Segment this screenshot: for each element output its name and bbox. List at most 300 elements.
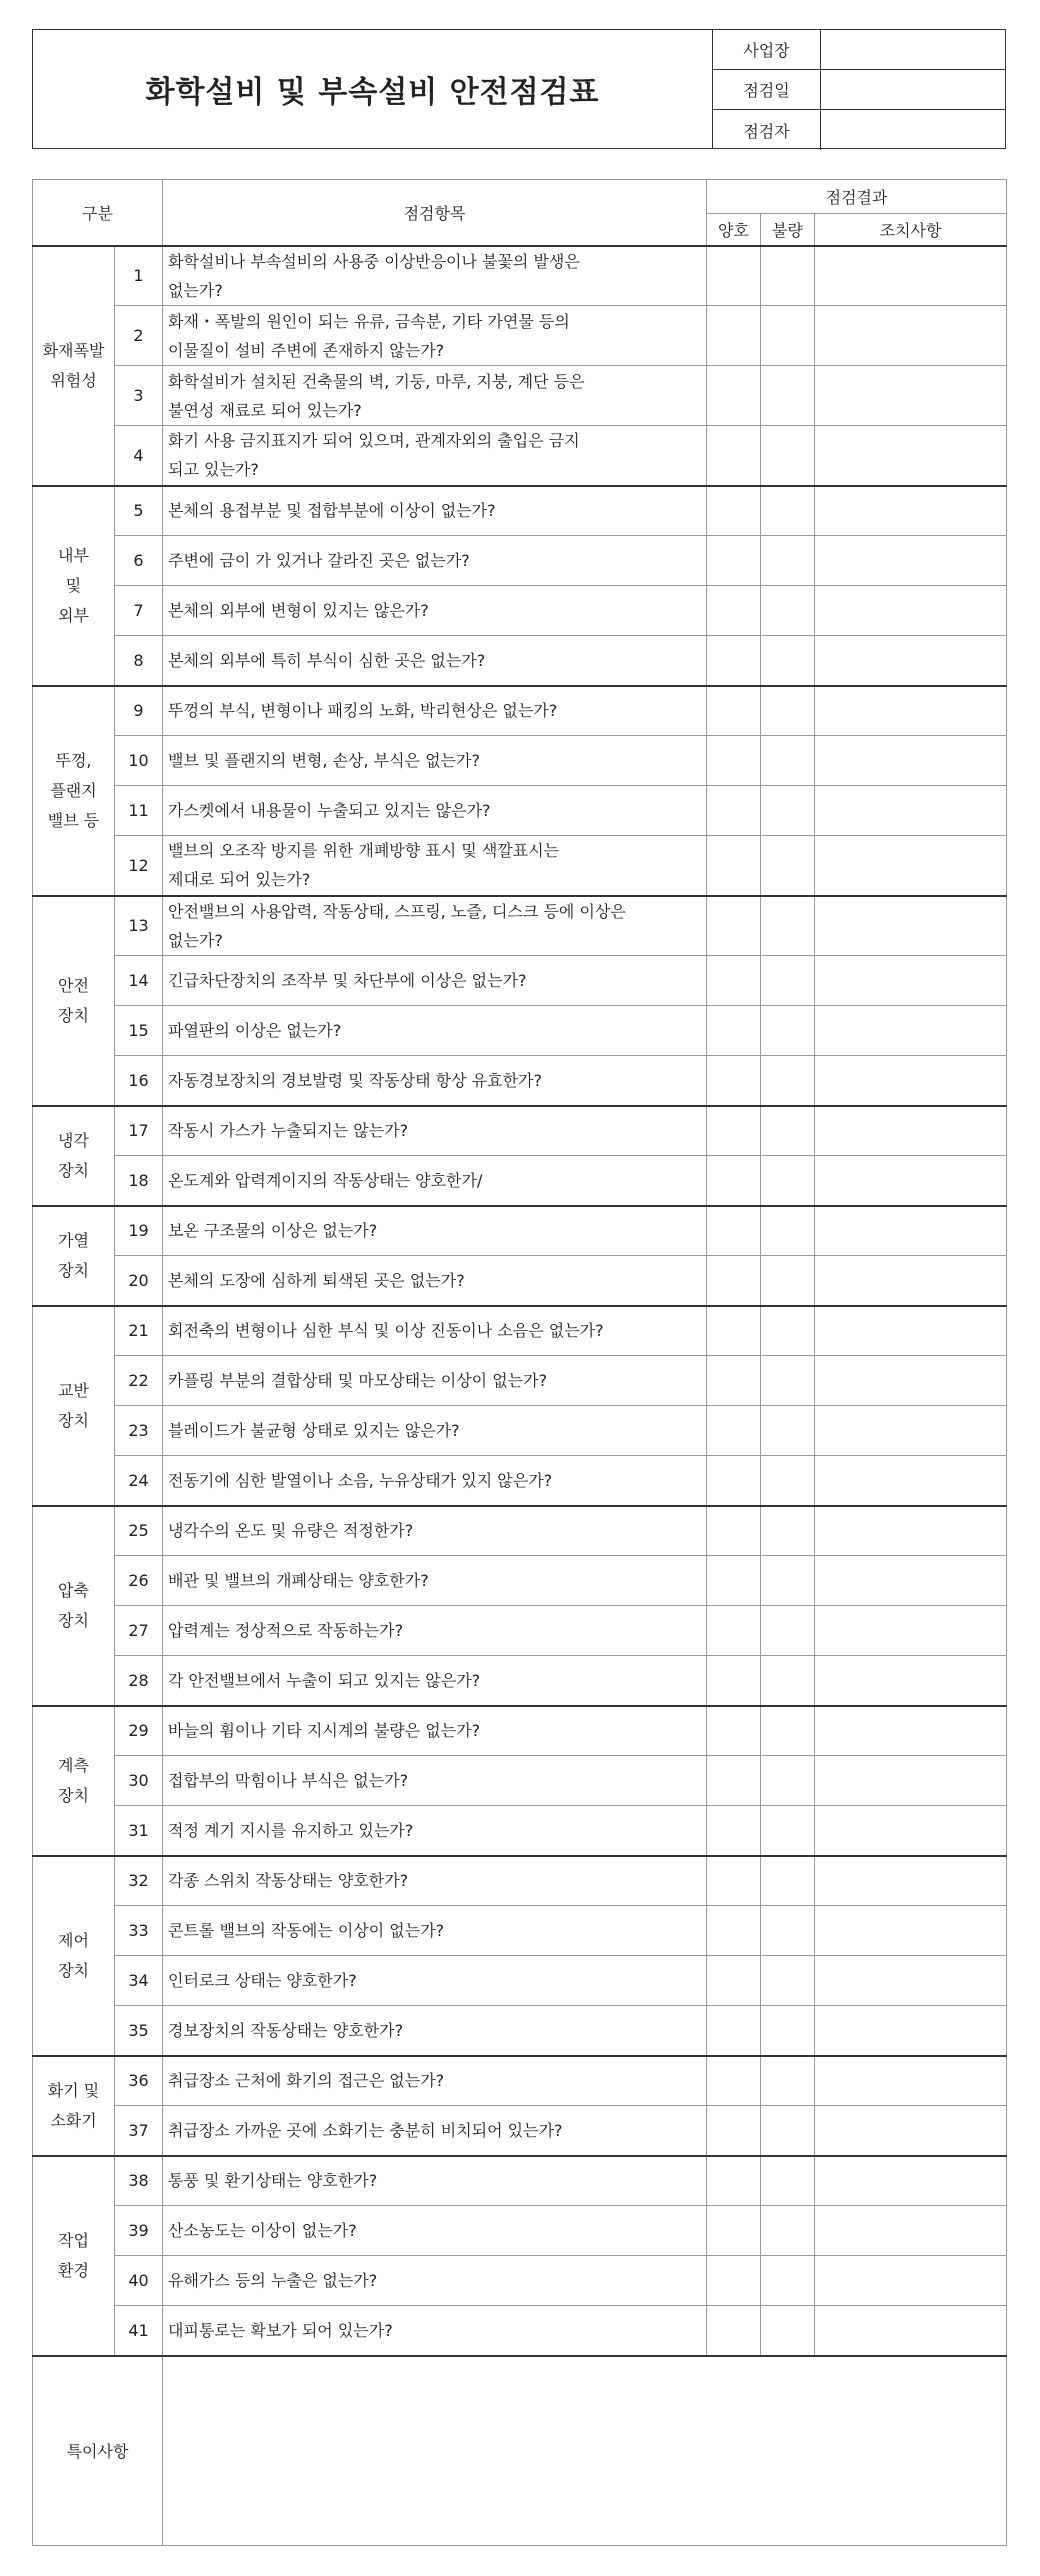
check-item: [163, 1156, 707, 1206]
check-item: [163, 486, 707, 536]
check-item: [163, 306, 707, 366]
action-cell[interactable]: [815, 2106, 1007, 2156]
action-cell[interactable]: [815, 1356, 1007, 1406]
check-item-line: 인터로크 상태는 양호한가?: [168, 1971, 357, 1990]
check-item: [163, 1306, 707, 1356]
action-cell[interactable]: [815, 1756, 1007, 1806]
item-number: 23: [115, 1406, 163, 1456]
check-item-line: 바늘의 휨이나 기타 지시계의 불량은 없는가?: [168, 1721, 481, 1741]
result-bad-cell[interactable]: [761, 486, 815, 536]
item-number: 12: [115, 836, 163, 896]
item-number: 18: [115, 1156, 163, 1206]
result-bad-cell[interactable]: [761, 536, 815, 586]
result-bad-cell[interactable]: [761, 1556, 815, 1606]
check-item-line: 화기 사용 금지표지가 되어 있으며, 관계자외의 출입은 금지: [168, 431, 580, 451]
check-item-line: 배관 및 밸브의 개폐상태는 양호한가?: [168, 1571, 429, 1590]
action-cell[interactable]: [815, 536, 1007, 586]
item-number: 31: [115, 1806, 163, 1856]
result-bad-cell[interactable]: [761, 1206, 815, 1256]
action-cell[interactable]: [815, 306, 1007, 366]
check-item: [163, 1356, 707, 1406]
result-bad-cell[interactable]: [761, 306, 815, 366]
form-header: [32, 29, 1006, 149]
result-bad-cell[interactable]: [761, 2056, 815, 2106]
meta-row-inspector: [713, 110, 1005, 150]
result-good-cell[interactable]: [707, 1056, 761, 1106]
result-good-cell[interactable]: [707, 1156, 761, 1206]
result-good-cell[interactable]: [707, 2306, 761, 2356]
result-good-cell[interactable]: [707, 1256, 761, 1306]
check-item: [163, 636, 707, 686]
action-cell[interactable]: [815, 1856, 1007, 1906]
action-cell[interactable]: [815, 1656, 1007, 1706]
notes-row: [33, 2356, 1007, 2546]
item-number: 11: [115, 786, 163, 836]
check-item: [163, 1056, 707, 1106]
check-item: [163, 1956, 707, 2006]
notes-label: 특이사항: [33, 2356, 163, 2546]
result-bad-cell[interactable]: [761, 2156, 815, 2206]
item-number: 9: [115, 686, 163, 736]
check-item: [163, 426, 707, 486]
check-item-line: 파열판의 이상은 없는가?: [168, 1021, 342, 1040]
check-item-line: 제대로 되어 있는가?: [168, 870, 311, 890]
result-bad-cell[interactable]: [761, 1406, 815, 1456]
check-item-line: 적정 계기 지시를 유지하고 있는가?: [168, 1820, 414, 1840]
action-cell[interactable]: [815, 1606, 1007, 1656]
action-cell[interactable]: [815, 246, 1007, 306]
table-row: [33, 246, 1007, 306]
table-row: [33, 1556, 1007, 1606]
result-good-cell[interactable]: [707, 636, 761, 686]
result-bad-cell[interactable]: [761, 1506, 815, 1556]
check-item-line: 본체의 외부에 특히 부식이 심한 곳은 없는가?: [168, 650, 486, 670]
check-item: [163, 246, 707, 306]
result-good-cell[interactable]: [707, 426, 761, 486]
check-item: [163, 836, 707, 896]
item-number: 25: [115, 1506, 163, 1556]
meta-label-inspector: 점검자: [713, 110, 821, 150]
item-number: 41: [115, 2306, 163, 2356]
result-bad-cell[interactable]: [761, 836, 815, 896]
result-bad-cell[interactable]: [761, 786, 815, 836]
check-item: [163, 2156, 707, 2206]
item-number: 38: [115, 2156, 163, 2206]
action-cell[interactable]: [815, 586, 1007, 636]
check-item: [163, 1106, 707, 1156]
result-good-cell[interactable]: [707, 836, 761, 896]
check-item: [163, 1406, 707, 1456]
result-good-cell[interactable]: [707, 956, 761, 1006]
check-item-line: 전동기에 심한 발열이나 소음, 누유상태가 있지 않은가?: [168, 1470, 553, 1490]
item-number: 33: [115, 1906, 163, 1956]
form-meta: [713, 30, 1005, 148]
action-cell[interactable]: [815, 486, 1007, 536]
meta-value-inspector[interactable]: [821, 110, 1005, 150]
check-item-line: 화재・폭발의 원인이 되는 유류, 금속분, 기타 가연물 등의: [168, 311, 570, 331]
check-item: [163, 1256, 707, 1306]
check-item-line: 회전축의 변형이나 심한 부식 및 이상 진동이나 소음은 없는가?: [168, 1321, 604, 1341]
table-row: [33, 536, 1007, 586]
action-cell[interactable]: [815, 956, 1007, 1006]
result-good-cell[interactable]: [707, 736, 761, 786]
item-number: 29: [115, 1706, 163, 1756]
notes-field[interactable]: [163, 2356, 1007, 2546]
table-row: [33, 1606, 1007, 1656]
check-item: [163, 586, 707, 636]
table-row: [33, 2256, 1007, 2306]
item-number: 8: [115, 636, 163, 686]
check-item-line: 콘트롤 밸브의 작동에는 이상이 없는가?: [168, 1921, 445, 1940]
check-item-line: 뚜껑의 부식, 변형이나 패킹의 노화, 박리현상은 없는가?: [168, 701, 558, 721]
table-row: [33, 2206, 1007, 2256]
action-cell[interactable]: [815, 896, 1007, 956]
check-item-line: 작동시 가스가 누출되지는 않는가?: [168, 1121, 409, 1141]
check-item: [163, 956, 707, 1006]
result-bad-cell[interactable]: [761, 686, 815, 736]
action-cell[interactable]: [815, 1156, 1007, 1206]
action-cell[interactable]: [815, 1006, 1007, 1056]
header-action: 조치사항: [815, 214, 1007, 246]
result-good-cell[interactable]: [707, 2106, 761, 2156]
action-cell[interactable]: [815, 2156, 1007, 2206]
result-bad-cell[interactable]: [761, 956, 815, 1006]
table-row: [33, 1106, 1007, 1156]
result-bad-cell[interactable]: [761, 2106, 815, 2156]
result-bad-cell[interactable]: [761, 2006, 815, 2056]
result-good-cell[interactable]: [707, 896, 761, 956]
result-good-cell[interactable]: [707, 686, 761, 736]
table-row: [33, 896, 1007, 956]
check-item-line: 카플링 부분의 결합상태 및 마모상태는 이상이 없는가?: [168, 1371, 548, 1390]
table-row: [33, 636, 1007, 686]
table-row: [33, 1406, 1007, 1456]
table-row: [33, 306, 1007, 366]
item-number: 34: [115, 1956, 163, 2006]
result-bad-cell[interactable]: [761, 1056, 815, 1106]
table-row: [33, 836, 1007, 896]
action-cell[interactable]: [815, 2206, 1007, 2256]
check-item-line: 화학설비나 부속설비의 사용중 이상반응이나 불꽃의 발생은: [168, 251, 580, 271]
result-bad-cell[interactable]: [761, 1306, 815, 1356]
category-cell: 내부 및 외부: [33, 486, 115, 686]
result-bad-cell[interactable]: [761, 896, 815, 956]
item-number: 27: [115, 1606, 163, 1656]
item-number: 16: [115, 1056, 163, 1106]
action-cell[interactable]: [815, 1306, 1007, 1356]
result-good-cell[interactable]: [707, 1456, 761, 1506]
action-cell[interactable]: [815, 426, 1007, 486]
check-item-line: 화학설비가 설치된 건축물의 벽, 기둥, 마루, 지붕, 계단 등은: [168, 371, 585, 391]
check-item: [163, 1656, 707, 1706]
result-bad-cell[interactable]: [761, 1606, 815, 1656]
category-cell: 안전 장치: [33, 896, 115, 1106]
result-bad-cell[interactable]: [761, 426, 815, 486]
check-item: [163, 1506, 707, 1556]
result-bad-cell[interactable]: [761, 1906, 815, 1956]
action-cell[interactable]: [815, 1056, 1007, 1106]
action-cell[interactable]: [815, 1206, 1007, 1256]
table-row: [33, 2106, 1007, 2156]
check-item-line: 이물질이 설비 주변에 존재하지 않는가?: [168, 340, 445, 360]
check-item-line: 대피통로는 확보가 되어 있는가?: [168, 2320, 393, 2340]
action-cell[interactable]: [815, 786, 1007, 836]
table-row: [33, 1256, 1007, 1306]
form-title: 화학설비 및 부속설비 안전점검표: [33, 30, 713, 148]
check-item-line: 주변에 금이 가 있거나 갈라진 곳은 없는가?: [168, 551, 470, 570]
result-good-cell[interactable]: [707, 1856, 761, 1906]
table-row: [33, 736, 1007, 786]
action-cell[interactable]: [815, 1456, 1007, 1506]
check-item-line: 취급장소 가까운 곳에 소화기는 충분히 비치되어 있는가?: [168, 2120, 563, 2140]
action-cell[interactable]: [815, 1806, 1007, 1856]
action-cell[interactable]: [815, 2006, 1007, 2056]
check-item: [163, 1556, 707, 1606]
result-bad-cell[interactable]: [761, 2306, 815, 2356]
result-bad-cell[interactable]: [761, 736, 815, 786]
check-item-line: 긴급차단장치의 조작부 및 차단부에 이상은 없는가?: [168, 971, 527, 990]
check-item-line: 본체의 용접부분 및 접합부분에 이상이 없는가?: [168, 501, 496, 521]
result-good-cell[interactable]: [707, 366, 761, 426]
result-good-cell[interactable]: [707, 1756, 761, 1806]
result-good-cell[interactable]: [707, 1206, 761, 1256]
check-item: [163, 2256, 707, 2306]
category-cell: 계측 장치: [33, 1706, 115, 1856]
result-bad-cell[interactable]: [761, 1006, 815, 1056]
item-number: 13: [115, 896, 163, 956]
result-good-cell[interactable]: [707, 246, 761, 306]
table-row: [33, 2006, 1007, 2056]
item-number: 5: [115, 486, 163, 536]
result-bad-cell[interactable]: [761, 246, 815, 306]
table-row: [33, 956, 1007, 1006]
table-row: [33, 2056, 1007, 2106]
check-item-line: 본체의 외부에 변형이 있지는 않은가?: [168, 601, 429, 620]
result-good-cell[interactable]: [707, 1506, 761, 1556]
meta-label-site: 사업장: [713, 30, 821, 69]
check-item-line: 냉각수의 온도 및 유량은 적정한가?: [168, 1521, 414, 1541]
category-cell: 압축 장치: [33, 1506, 115, 1706]
table-row: [33, 1856, 1007, 1906]
result-good-cell[interactable]: [707, 1306, 761, 1356]
result-bad-cell[interactable]: [761, 2206, 815, 2256]
result-good-cell[interactable]: [707, 1556, 761, 1606]
table-row: [33, 1756, 1007, 1806]
result-good-cell[interactable]: [707, 1906, 761, 1956]
meta-row-date: [713, 70, 1005, 110]
item-number: 10: [115, 736, 163, 786]
meta-row-site: [713, 30, 1005, 70]
action-cell[interactable]: [815, 366, 1007, 426]
check-item: [163, 2306, 707, 2356]
result-bad-cell[interactable]: [761, 1106, 815, 1156]
result-good-cell[interactable]: [707, 1606, 761, 1656]
result-good-cell[interactable]: [707, 2206, 761, 2256]
table-row: [33, 2156, 1007, 2206]
result-good-cell[interactable]: [707, 586, 761, 636]
check-item-line: 경보장치의 작동상태는 양호한가?: [168, 2020, 404, 2040]
category-cell: 제어 장치: [33, 1856, 115, 2056]
check-item: [163, 1856, 707, 1906]
result-bad-cell[interactable]: [761, 1956, 815, 2006]
table-row: [33, 1206, 1007, 1256]
table-row: [33, 786, 1007, 836]
action-cell[interactable]: [815, 1106, 1007, 1156]
result-good-cell[interactable]: [707, 486, 761, 536]
check-item-line: 통풍 및 환기상태는 양호한가?: [168, 2171, 378, 2191]
result-good-cell[interactable]: [707, 2006, 761, 2056]
result-bad-cell[interactable]: [761, 1706, 815, 1756]
check-item-line: 온도계와 압력계이지의 작동상태는 양호한가/: [168, 1170, 483, 1190]
result-bad-cell[interactable]: [761, 366, 815, 426]
table-row: [33, 2306, 1007, 2356]
result-bad-cell[interactable]: [761, 1756, 815, 1806]
check-item-line: 산소농도는 이상이 없는가?: [168, 2221, 357, 2240]
item-number: 28: [115, 1656, 163, 1706]
action-cell[interactable]: [815, 736, 1007, 786]
result-good-cell[interactable]: [707, 1406, 761, 1456]
result-bad-cell[interactable]: [761, 1656, 815, 1706]
check-item: [163, 686, 707, 736]
result-bad-cell[interactable]: [761, 1806, 815, 1856]
table-row: [33, 1056, 1007, 1106]
result-good-cell[interactable]: [707, 2156, 761, 2206]
item-number: 21: [115, 1306, 163, 1356]
checklist-body: [33, 246, 1007, 2546]
item-number: 7: [115, 586, 163, 636]
header-result: 점검결과: [707, 180, 1007, 214]
action-cell[interactable]: [815, 686, 1007, 736]
result-good-cell[interactable]: [707, 1656, 761, 1706]
table-row: [33, 1806, 1007, 1856]
check-item: [163, 1006, 707, 1056]
check-item-line: 각 안전밸브에서 누출이 되고 있지는 않은가?: [168, 1670, 481, 1690]
table-row: [33, 486, 1007, 536]
check-item-line: 가스켓에서 내용물이 누출되고 있지는 않은가?: [168, 801, 491, 820]
action-cell[interactable]: [815, 2256, 1007, 2306]
table-row: [33, 366, 1007, 426]
item-number: 6: [115, 536, 163, 586]
check-item: [163, 786, 707, 836]
result-bad-cell[interactable]: [761, 586, 815, 636]
check-item: [163, 1906, 707, 1956]
result-bad-cell[interactable]: [761, 636, 815, 686]
item-number: 35: [115, 2006, 163, 2056]
table-row: [33, 1456, 1007, 1506]
check-item-line: 없는가?: [168, 280, 223, 300]
action-cell[interactable]: [815, 1906, 1007, 1956]
meta-value-date[interactable]: [821, 70, 1005, 109]
result-good-cell[interactable]: [707, 2056, 761, 2106]
table-row: [33, 686, 1007, 736]
result-good-cell[interactable]: [707, 1956, 761, 2006]
action-cell[interactable]: [815, 1256, 1007, 1306]
item-number: 19: [115, 1206, 163, 1256]
check-item: [163, 1806, 707, 1856]
result-bad-cell[interactable]: [761, 2256, 815, 2306]
check-item: [163, 896, 707, 956]
check-item-line: 유해가스 등의 누출은 없는가?: [168, 2271, 378, 2290]
item-number: 26: [115, 1556, 163, 1606]
action-cell[interactable]: [815, 1706, 1007, 1756]
category-cell: 작업 환경: [33, 2156, 115, 2356]
category-cell: 화재폭발 위험성: [33, 246, 115, 486]
check-item-line: 보온 구조물의 이상은 없는가?: [168, 1221, 378, 1241]
check-item: [163, 1206, 707, 1256]
result-bad-cell[interactable]: [761, 1156, 815, 1206]
meta-value-site[interactable]: [821, 30, 1005, 69]
item-number: 36: [115, 2056, 163, 2106]
item-number: 22: [115, 1356, 163, 1406]
item-number: 2: [115, 306, 163, 366]
check-item: [163, 2206, 707, 2256]
action-cell[interactable]: [815, 1556, 1007, 1606]
result-bad-cell[interactable]: [761, 1356, 815, 1406]
check-item: [163, 1606, 707, 1656]
result-good-cell[interactable]: [707, 1706, 761, 1756]
item-number: 30: [115, 1756, 163, 1806]
item-number: 1: [115, 246, 163, 306]
category-cell: 뚜껑, 플랜지 밸브 등: [33, 686, 115, 896]
header-category: 구분: [33, 180, 163, 246]
category-cell: 가열 장치: [33, 1206, 115, 1306]
check-item: [163, 2006, 707, 2056]
category-cell: 교반 장치: [33, 1306, 115, 1506]
result-bad-cell[interactable]: [761, 1256, 815, 1306]
action-cell[interactable]: [815, 836, 1007, 896]
result-good-cell[interactable]: [707, 306, 761, 366]
check-item-line: 밸브 및 플랜지의 변형, 손상, 부식은 없는가?: [168, 751, 480, 770]
check-item: [163, 536, 707, 586]
meta-label-date: 점검일: [713, 70, 821, 109]
result-good-cell[interactable]: [707, 2256, 761, 2306]
check-item-line: 취급장소 근처에 화기의 접근은 없는가?: [168, 2071, 445, 2091]
header-bad: 불량: [761, 214, 815, 246]
check-item: [163, 1456, 707, 1506]
table-row: [33, 1156, 1007, 1206]
category-cell: 화기 및 소화기: [33, 2056, 115, 2156]
item-number: 32: [115, 1856, 163, 1906]
check-item-line: 불연성 재료로 되어 있는가?: [168, 400, 362, 420]
result-good-cell[interactable]: [707, 1806, 761, 1856]
check-item: [163, 1756, 707, 1806]
result-good-cell[interactable]: [707, 1006, 761, 1056]
table-row: [33, 1006, 1007, 1056]
result-bad-cell[interactable]: [761, 1456, 815, 1506]
category-cell: 냉각 장치: [33, 1106, 115, 1206]
check-item: [163, 1706, 707, 1756]
table-row: [33, 1706, 1007, 1756]
result-bad-cell[interactable]: [761, 1856, 815, 1906]
action-cell[interactable]: [815, 2306, 1007, 2356]
result-good-cell[interactable]: [707, 786, 761, 836]
action-cell[interactable]: [815, 636, 1007, 686]
check-item: [163, 366, 707, 426]
check-item: [163, 2056, 707, 2106]
result-good-cell[interactable]: [707, 1106, 761, 1156]
action-cell[interactable]: [815, 1406, 1007, 1456]
table-row: [33, 1906, 1007, 1956]
action-cell[interactable]: [815, 1956, 1007, 2006]
table-row: [33, 586, 1007, 636]
result-good-cell[interactable]: [707, 1356, 761, 1406]
item-number: 39: [115, 2206, 163, 2256]
item-number: 15: [115, 1006, 163, 1056]
action-cell[interactable]: [815, 1506, 1007, 1556]
check-item-line: 밸브의 오조작 방지를 위한 개폐방향 표시 및 색깔표시는: [168, 841, 560, 861]
action-cell[interactable]: [815, 2056, 1007, 2106]
result-good-cell[interactable]: [707, 536, 761, 586]
